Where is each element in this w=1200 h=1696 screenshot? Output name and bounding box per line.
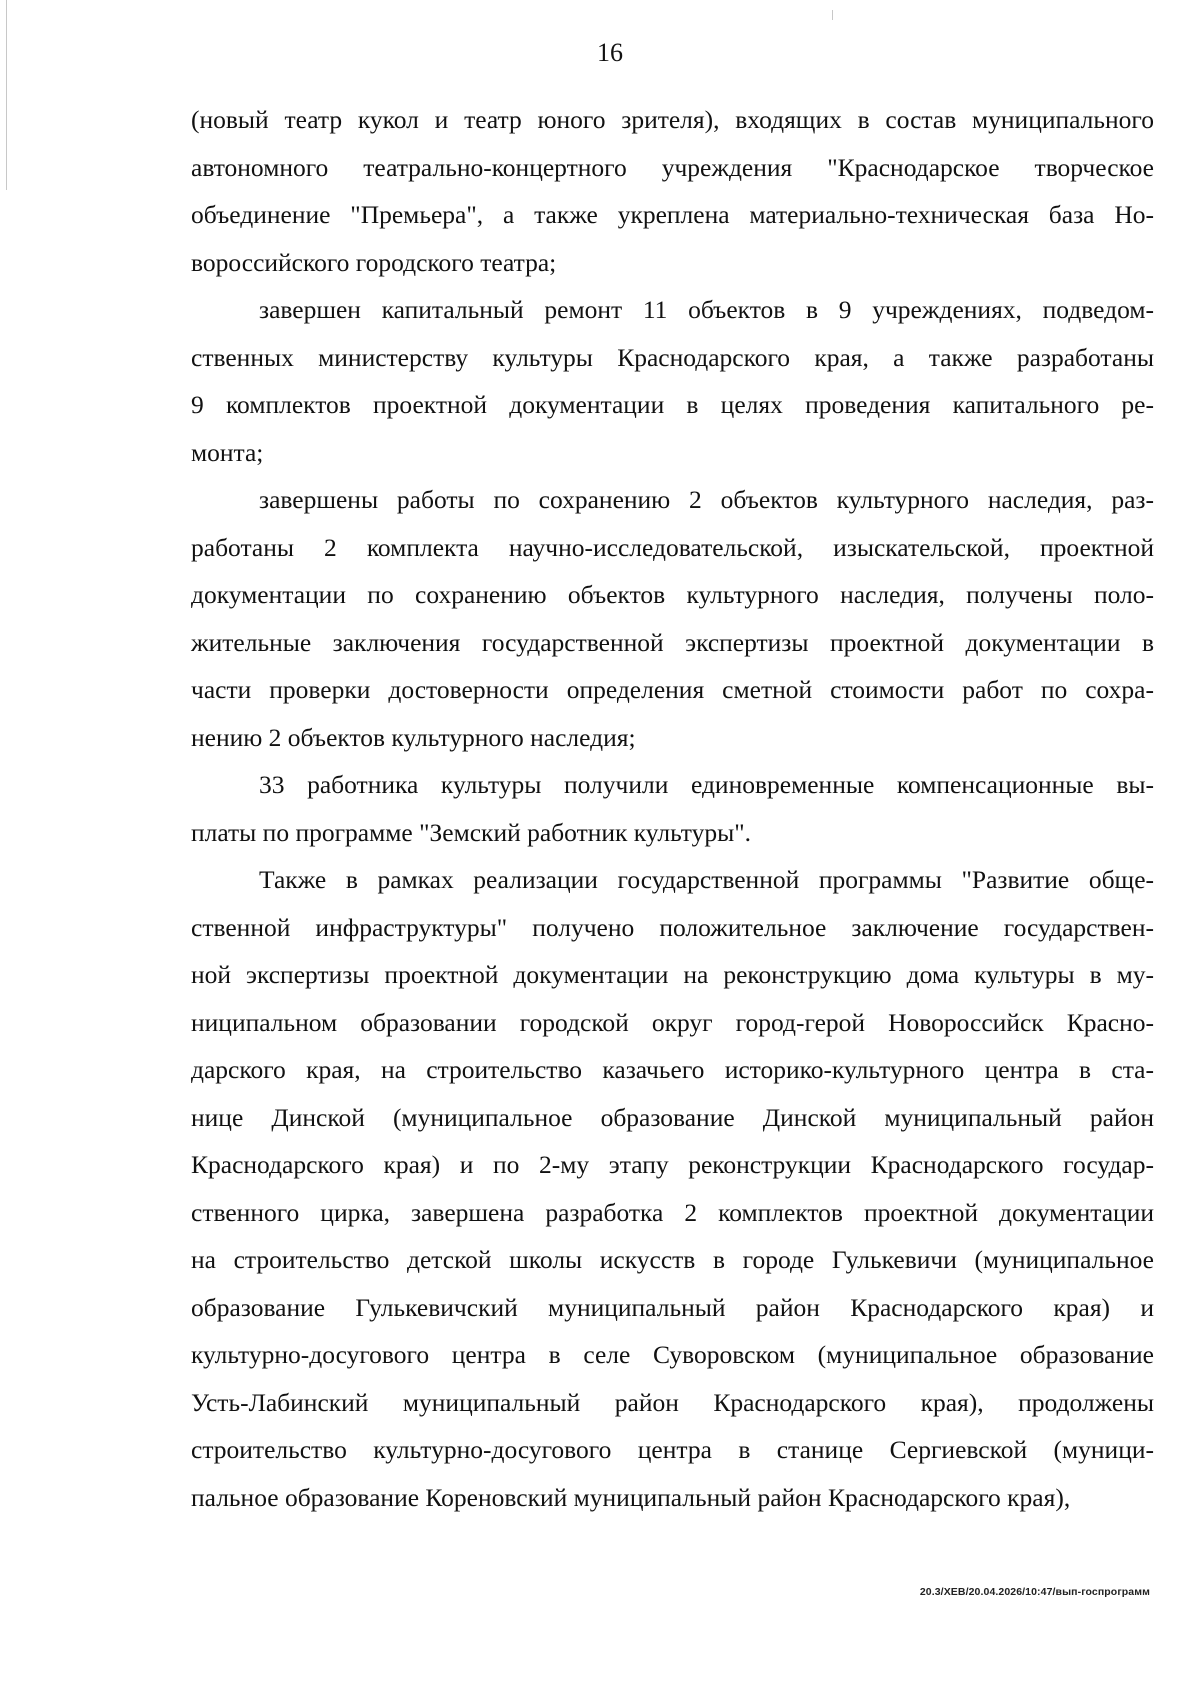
text-line: образование Гулькевичский муниципальный район Краснодарского края) и: [191, 1292, 1154, 1322]
text-line: ственной инфраструктуры" получено положительное заключение государствен-: [191, 912, 1154, 942]
text-line: документации по сохранению объектов культурного наследия, получены поло-: [191, 580, 1154, 609]
text-line: автономного театрально-концертного учреждения "Краснодарское творческое: [191, 152, 1154, 182]
document-registration-code: 20.3/ХЕВ/20.04.2026/10:47/вып-госпрограмм: [919, 1586, 1150, 1598]
text-line: (новый театр кукол и театр юного зрителя), входящих в состав муниципального: [191, 105, 1154, 134]
text-line: вороссийского городского театра;: [191, 247, 557, 277]
text-line: ственного цирка, завершена разработка 2 комплектов проектной документации: [191, 1197, 1154, 1227]
text-line: монта;: [191, 437, 264, 467]
text-line: ниципальном образовании городской округ город-герой Новороссийск Красно-: [191, 1007, 1154, 1037]
text-line: объединение "Премьера", а также укреплена материально-техническая база Но-: [191, 200, 1154, 229]
text-line: жительные заключения государственной экспертизы проектной документации в: [191, 627, 1154, 657]
document-body: [191, 96, 1154, 1521]
text-line: пальное образование Кореновский муниципальный район Краснодарского края),: [191, 1482, 1071, 1512]
text-line: культурно-досугового центра в селе Суворовском (муниципальное образование: [191, 1340, 1154, 1369]
paragraph: [191, 856, 1154, 1521]
page-number: 16: [597, 38, 623, 67]
scan-margin-mark: [6, 0, 7, 190]
text-line: на строительство детской школы искусств в городе Гулькевичи (муниципальное: [191, 1245, 1154, 1274]
paragraph: [191, 96, 1154, 286]
text-line: 9 комплектов проектной документации в целях проведения капитального ре-: [191, 390, 1154, 419]
text-line: нению 2 объектов культурного наследия;: [191, 722, 636, 752]
text-line: Усть-Лабинский муниципальный район Краснодарского края), продолжены: [191, 1387, 1154, 1417]
text-line: ственных министерству культуры Краснодарского края, а также разработаны: [191, 342, 1154, 372]
text-line: части проверки достоверности определения сметной стоимости работ по сохра-: [191, 675, 1154, 704]
text-line: Также в рамках реализации государственной программы "Развитие обще-: [259, 865, 1154, 894]
text-line: завершен капитальный ремонт 11 объектов в 9 учреждениях, подведом-: [259, 295, 1154, 324]
text-line: дарского края, на строительство казачьего историко-культурного центра в ста-: [191, 1055, 1154, 1084]
text-line: завершены работы по сохранению 2 объектов культурного наследия, раз-: [259, 485, 1154, 514]
text-line: нице Динской (муниципальное образование Динской муниципальный район: [191, 1102, 1154, 1132]
text-line: работаны 2 комплекта научно-исследовательской, изыскательской, проектной: [191, 532, 1154, 562]
text-line: ной экспертизы проектной документации на реконструкцию дома культуры в му-: [191, 960, 1154, 989]
text-line: платы по программе "Земский работник культуры".: [191, 817, 752, 847]
text-line: 33 работника культуры получили единовременные компенсационные вы-: [259, 770, 1154, 799]
paragraph: [191, 761, 1154, 856]
scan-edge-mark: [832, 10, 833, 20]
text-line: Краснодарского края) и по 2-му этапу реконструкции Краснодарского государ-: [191, 1150, 1154, 1179]
paragraph: [191, 476, 1154, 761]
paragraph: [191, 286, 1154, 476]
text-line: строительство культурно-досугового центра в станице Сергиевской (муници-: [191, 1435, 1154, 1464]
